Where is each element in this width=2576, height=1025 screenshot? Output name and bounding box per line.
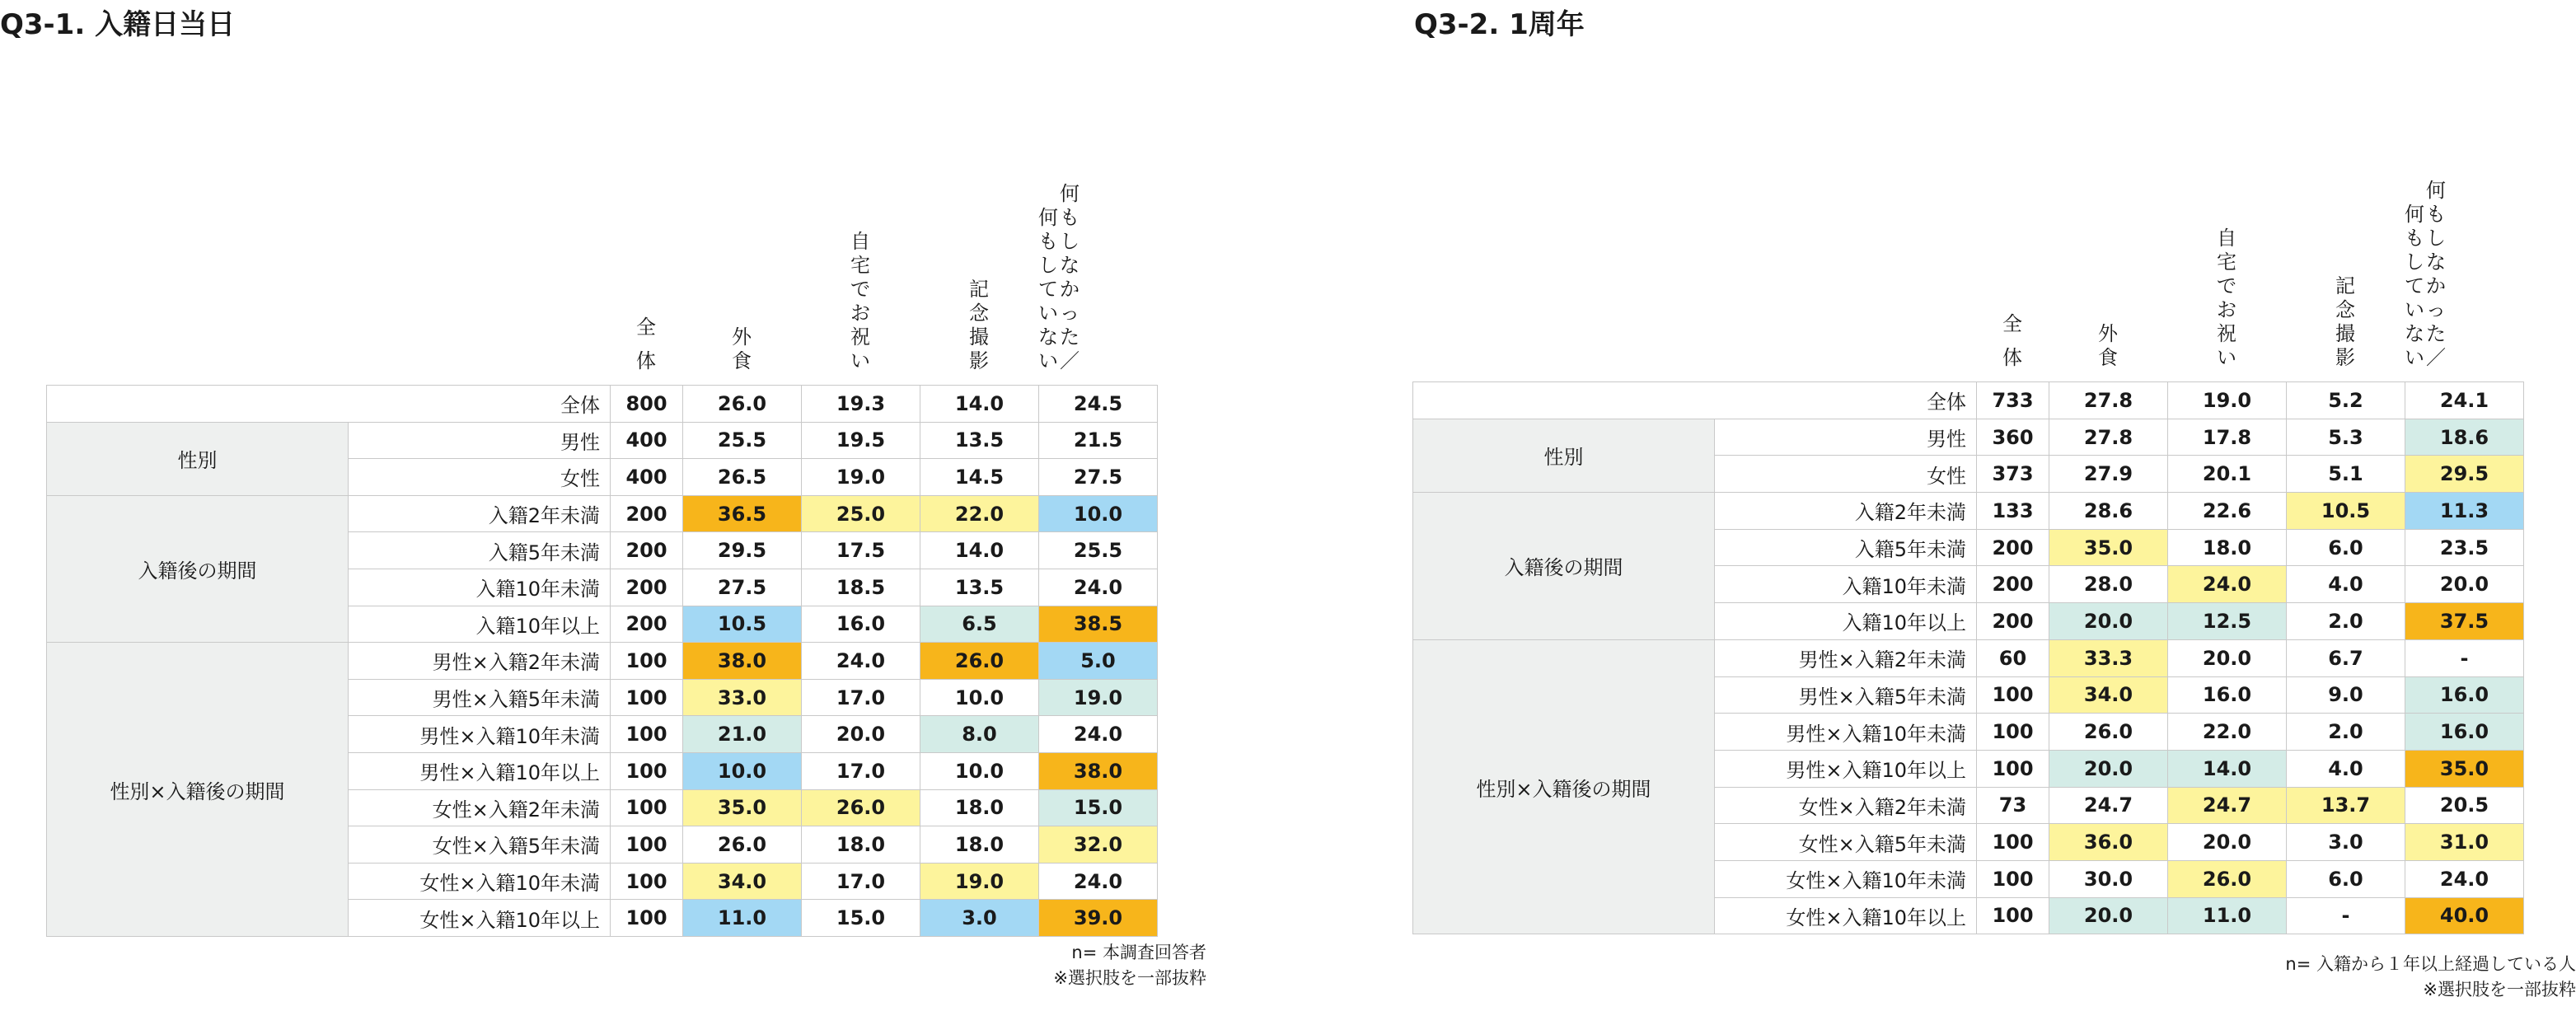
column-header-char: お xyxy=(850,302,870,325)
sample-size-cell: 60 xyxy=(1977,639,2049,676)
column-header xyxy=(1976,312,2049,370)
value-cell: 16.0 xyxy=(2405,676,2524,714)
value-cell: 17.0 xyxy=(802,863,920,900)
table-row xyxy=(47,495,1158,532)
column-header-char: て xyxy=(1038,278,1058,301)
sample-size-cell: 100 xyxy=(611,752,683,789)
value-cell: 18.5 xyxy=(802,569,920,606)
value-cell: - xyxy=(2405,639,2524,676)
sample-size-cell: 100 xyxy=(1977,714,2049,751)
column-header-char: 影 xyxy=(969,349,989,372)
column-header-char: い xyxy=(850,349,870,372)
sample-size-cell: 100 xyxy=(611,789,683,826)
value-cell: 19.0 xyxy=(802,459,920,496)
value-cell: 4.0 xyxy=(2287,750,2405,787)
value-cell: 31.0 xyxy=(2405,824,2524,861)
value-cell: 35.0 xyxy=(2049,529,2168,566)
column-header-char: 何 xyxy=(1038,206,1058,229)
column-header-char: し xyxy=(1038,254,1058,277)
row-label: 女性×入籍5年未満 xyxy=(1715,824,1977,861)
column-header xyxy=(2405,179,2523,370)
row-label: 女性×入籍5年未満 xyxy=(349,826,611,864)
sample-size-cell: 100 xyxy=(611,679,683,716)
value-cell: 38.5 xyxy=(1039,606,1158,643)
value-cell: 29.5 xyxy=(2405,456,2524,493)
value-cell: 24.1 xyxy=(2405,382,2524,419)
value-cell: 27.5 xyxy=(1039,459,1158,496)
value-cell: 28.6 xyxy=(2049,493,2168,530)
row-group-label: 入籍後の期間 xyxy=(1413,493,1715,640)
column-header-char: い xyxy=(2405,346,2424,369)
value-cell: 11.3 xyxy=(2405,493,2524,530)
column-header xyxy=(801,230,920,373)
row-label: 女性×入籍10年以上 xyxy=(349,900,611,937)
row-label: 男性×入籍10年未満 xyxy=(349,716,611,753)
sample-size-cell: 100 xyxy=(611,716,683,753)
column-header-char: 体 xyxy=(2002,346,2022,369)
column-header-char: っ xyxy=(2426,298,2446,321)
value-cell: 18.6 xyxy=(2405,419,2524,456)
row-label: 男性 xyxy=(1715,419,1977,456)
value-cell: 24.0 xyxy=(1039,569,1158,606)
column-header-line xyxy=(1038,206,1058,373)
table-row xyxy=(47,422,1158,459)
sample-size-cell: 200 xyxy=(611,495,683,532)
row-group-label: 性別×入籍後の期間 xyxy=(47,643,349,937)
value-cell: 10.0 xyxy=(1039,495,1158,532)
column-header-char: 記 xyxy=(2335,274,2355,297)
row-label: 男性 xyxy=(349,422,611,459)
value-cell: 34.0 xyxy=(2049,676,2168,714)
value-cell: 18.0 xyxy=(802,826,920,864)
column-header-char: な xyxy=(1038,325,1058,349)
value-cell: 35.0 xyxy=(2405,750,2524,787)
sample-size-cell: 100 xyxy=(1977,676,2049,714)
table-row xyxy=(1413,382,2524,419)
column-header-char: 体 xyxy=(636,349,656,372)
row-label: 全体 xyxy=(47,386,611,423)
value-cell: 6.5 xyxy=(920,606,1039,643)
column-header-char: て xyxy=(2405,274,2424,297)
column-header-char: ／ xyxy=(2426,346,2446,369)
value-cell: 20.0 xyxy=(2049,750,2168,787)
value-cell: 12.5 xyxy=(2168,603,2287,640)
value-cell: 20.0 xyxy=(2049,897,2168,934)
value-cell: 13.5 xyxy=(920,422,1039,459)
value-cell: 14.0 xyxy=(2168,750,2287,787)
row-label: 男性×入籍2年未満 xyxy=(1715,639,1977,676)
column-header-char: 何 xyxy=(2405,203,2424,226)
value-cell: 11.0 xyxy=(683,900,802,937)
column-header-char: 食 xyxy=(2098,346,2118,369)
sample-size-cell: 373 xyxy=(1977,456,2049,493)
column-header-char: か xyxy=(2426,274,2446,297)
value-cell: 39.0 xyxy=(1039,900,1158,937)
value-cell: 20.0 xyxy=(2049,603,2168,640)
value-cell: 15.0 xyxy=(802,900,920,937)
column-header-char: い xyxy=(1038,302,1058,325)
column-header-char: か xyxy=(1060,278,1080,301)
value-cell: 14.5 xyxy=(920,459,1039,496)
value-cell: 26.0 xyxy=(683,826,802,864)
column-header-char: 自 xyxy=(2217,227,2236,250)
row-label: 入籍10年以上 xyxy=(1715,603,1977,640)
panel-title-right: Q3-2. 1周年 xyxy=(1414,8,1585,41)
value-cell: 26.0 xyxy=(802,789,920,826)
value-cell: 22.0 xyxy=(920,495,1039,532)
value-cell: 3.0 xyxy=(920,900,1039,937)
column-header-char: た xyxy=(1060,325,1080,349)
value-cell: 14.0 xyxy=(920,532,1039,569)
value-cell: 6.7 xyxy=(2287,639,2405,676)
row-label: 女性×入籍2年未満 xyxy=(1715,787,1977,824)
value-cell: 19.5 xyxy=(802,422,920,459)
column-header-line xyxy=(2405,203,2424,370)
table-row xyxy=(47,643,1158,680)
row-label: 男性×入籍10年以上 xyxy=(349,752,611,789)
column-header-char: も xyxy=(1060,206,1080,229)
value-cell: 21.5 xyxy=(1039,422,1158,459)
sample-size-cell: 360 xyxy=(1977,419,2049,456)
row-group-label: 性別 xyxy=(1413,419,1715,492)
value-cell: 8.0 xyxy=(920,716,1039,753)
column-header-char: な xyxy=(1060,254,1080,277)
row-label: 入籍10年未満 xyxy=(1715,566,1977,603)
column-header-char: 記 xyxy=(969,278,989,301)
column-header-char: で xyxy=(850,278,870,301)
row-label: 入籍5年未満 xyxy=(1715,529,1977,566)
sample-size-cell: 200 xyxy=(1977,566,2049,603)
value-cell: 24.5 xyxy=(1039,386,1158,423)
value-cell: 9.0 xyxy=(2287,676,2405,714)
column-header-char: 撮 xyxy=(969,325,989,349)
row-label: 男性×入籍10年以上 xyxy=(1715,750,1977,787)
value-cell: 10.5 xyxy=(683,606,802,643)
value-cell: 27.9 xyxy=(2049,456,2168,493)
value-cell: 11.0 xyxy=(2168,897,2287,934)
value-cell: 6.0 xyxy=(2287,529,2405,566)
table-row xyxy=(47,386,1158,423)
row-label: 入籍2年未満 xyxy=(349,495,611,532)
column-header-char: 撮 xyxy=(2335,322,2355,345)
value-cell: 24.0 xyxy=(802,643,920,680)
column-header xyxy=(610,316,682,373)
value-cell: 13.7 xyxy=(2287,787,2405,824)
value-cell: 17.8 xyxy=(2168,419,2287,456)
column-header-char: 何 xyxy=(1060,182,1080,205)
value-cell: 20.0 xyxy=(2168,639,2287,676)
column-header-char: 全 xyxy=(636,316,656,339)
column-header-char: 影 xyxy=(2335,346,2355,369)
value-cell: 16.0 xyxy=(2405,714,2524,751)
value-cell: 20.5 xyxy=(2405,787,2524,824)
column-header-char: し xyxy=(2426,227,2446,250)
value-cell: 5.3 xyxy=(2287,419,2405,456)
row-group-label: 入籍後の期間 xyxy=(47,495,349,642)
row-label: 男性×入籍5年未満 xyxy=(1715,676,1977,714)
column-header-char: し xyxy=(1060,230,1080,253)
value-cell: 25.5 xyxy=(683,422,802,459)
value-cell: 30.0 xyxy=(2049,860,2168,897)
value-cell: 21.0 xyxy=(683,716,802,753)
sample-size-cell: 100 xyxy=(1977,897,2049,934)
value-cell: 22.0 xyxy=(2168,714,2287,751)
value-cell: 17.0 xyxy=(802,752,920,789)
value-cell: 26.0 xyxy=(683,386,802,423)
value-cell: 4.0 xyxy=(2287,566,2405,603)
sample-size-cell: 100 xyxy=(1977,824,2049,861)
footnote-line: ※選択肢を一部抜粋 xyxy=(2423,980,2576,999)
row-label: 入籍10年以上 xyxy=(349,606,611,643)
value-cell: 20.0 xyxy=(2405,566,2524,603)
value-cell: 10.0 xyxy=(920,752,1039,789)
sample-size-cell: 400 xyxy=(611,459,683,496)
column-header-char: し xyxy=(2405,250,2424,274)
crosstab-table-right xyxy=(1412,381,2524,934)
column-header-char: ／ xyxy=(1060,349,1080,372)
row-label: 男性×入籍2年未満 xyxy=(349,643,611,680)
sample-size-cell: 733 xyxy=(1977,382,2049,419)
value-cell: 22.6 xyxy=(2168,493,2287,530)
column-header-char: 念 xyxy=(969,302,989,325)
footnote-right xyxy=(2285,952,2576,1003)
value-cell: 3.0 xyxy=(2287,824,2405,861)
column-header-char: 念 xyxy=(2335,298,2355,321)
column-header-char: た xyxy=(2426,322,2446,345)
value-cell: 36.5 xyxy=(683,495,802,532)
row-label: 入籍5年未満 xyxy=(349,532,611,569)
value-cell: 20.1 xyxy=(2168,456,2287,493)
value-cell: 13.5 xyxy=(920,569,1039,606)
footnote-line: ※選択肢を一部抜粋 xyxy=(1053,968,1206,988)
value-cell: 24.7 xyxy=(2168,787,2287,824)
row-label: 入籍10年未満 xyxy=(349,569,611,606)
sample-size-cell: 100 xyxy=(611,863,683,900)
column-header xyxy=(920,278,1038,373)
value-cell: 5.1 xyxy=(2287,456,2405,493)
row-label: 男性×入籍5年未満 xyxy=(349,679,611,716)
value-cell: 6.0 xyxy=(2287,860,2405,897)
value-cell: 19.0 xyxy=(2168,382,2287,419)
value-cell: 27.8 xyxy=(2049,382,2168,419)
value-cell: 28.0 xyxy=(2049,566,2168,603)
value-cell: 16.0 xyxy=(802,606,920,643)
value-cell: 26.0 xyxy=(2168,860,2287,897)
value-cell: 15.0 xyxy=(1039,789,1158,826)
column-header-char: も xyxy=(2426,203,2446,226)
column-header-char: な xyxy=(2426,250,2446,274)
sample-size-cell: 400 xyxy=(611,422,683,459)
column-header-char: 食 xyxy=(732,349,752,372)
value-cell: 5.0 xyxy=(1039,643,1158,680)
sample-size-cell: 200 xyxy=(611,532,683,569)
table-row xyxy=(1413,419,2524,456)
value-cell: 25.0 xyxy=(802,495,920,532)
footnote-left xyxy=(1053,940,1206,991)
value-cell: 29.5 xyxy=(683,532,802,569)
sample-size-cell: 200 xyxy=(611,569,683,606)
sample-size-cell: 73 xyxy=(1977,787,2049,824)
column-header xyxy=(682,325,801,373)
column-header-char: な xyxy=(2405,322,2424,345)
value-cell: 24.0 xyxy=(1039,716,1158,753)
row-label: 女性×入籍10年以上 xyxy=(1715,897,1977,934)
column-header-char: 祝 xyxy=(850,325,870,349)
column-header xyxy=(2167,227,2286,370)
column-header-char: 外 xyxy=(2098,322,2118,345)
column-header-char: お xyxy=(2217,298,2236,321)
value-cell: 34.0 xyxy=(683,863,802,900)
column-header-char: も xyxy=(1038,230,1058,253)
value-cell: 2.0 xyxy=(2287,714,2405,751)
column-header-char: 宅 xyxy=(850,254,870,277)
column-header-line xyxy=(1060,182,1080,373)
column-header-line xyxy=(2426,179,2446,370)
column-header-char: い xyxy=(2405,298,2424,321)
column-header-char: 宅 xyxy=(2217,250,2236,274)
sample-size-cell: 200 xyxy=(611,606,683,643)
column-header-char: 全 xyxy=(2002,312,2022,335)
value-cell: 24.7 xyxy=(2049,787,2168,824)
value-cell: 23.5 xyxy=(2405,529,2524,566)
table-row xyxy=(1413,639,2524,676)
value-cell: 26.5 xyxy=(683,459,802,496)
crosstab-table-left xyxy=(46,385,1158,937)
row-label: 女性×入籍10年未満 xyxy=(1715,860,1977,897)
column-header xyxy=(2286,274,2405,370)
value-cell: 10.5 xyxy=(2287,493,2405,530)
column-header-char: い xyxy=(2217,346,2236,369)
value-cell: 38.0 xyxy=(683,643,802,680)
sample-size-cell: 133 xyxy=(1977,493,2049,530)
column-header-char: い xyxy=(1038,349,1058,372)
value-cell: 24.0 xyxy=(2168,566,2287,603)
value-cell: 33.0 xyxy=(683,679,802,716)
value-cell: 37.5 xyxy=(2405,603,2524,640)
column-header-char: 何 xyxy=(2426,179,2446,202)
value-cell: 26.0 xyxy=(2049,714,2168,751)
column-header-char: 外 xyxy=(732,325,752,349)
column-header-char: 自 xyxy=(850,230,870,253)
value-cell: 19.3 xyxy=(802,386,920,423)
value-cell: 17.0 xyxy=(802,679,920,716)
value-cell: 10.0 xyxy=(920,679,1039,716)
column-header-char: も xyxy=(2405,227,2424,250)
value-cell: 17.5 xyxy=(802,532,920,569)
value-cell: 2.0 xyxy=(2287,603,2405,640)
sample-size-cell: 800 xyxy=(611,386,683,423)
value-cell: 26.0 xyxy=(920,643,1039,680)
value-cell: 25.5 xyxy=(1039,532,1158,569)
value-cell: 5.2 xyxy=(2287,382,2405,419)
row-label: 女性×入籍10年未満 xyxy=(349,863,611,900)
footnote-line: n= 本調査回答者 xyxy=(1071,943,1206,962)
table-row xyxy=(1413,493,2524,530)
value-cell: 35.0 xyxy=(683,789,802,826)
sample-size-cell: 100 xyxy=(611,643,683,680)
sample-size-cell: 200 xyxy=(1977,603,2049,640)
row-group-label: 性別 xyxy=(47,422,349,495)
column-header-char: っ xyxy=(1060,302,1080,325)
value-cell: 16.0 xyxy=(2168,676,2287,714)
value-cell: 32.0 xyxy=(1039,826,1158,864)
row-label: 全体 xyxy=(1413,382,1977,419)
value-cell: - xyxy=(2287,897,2405,934)
value-cell: 38.0 xyxy=(1039,752,1158,789)
value-cell: 14.0 xyxy=(920,386,1039,423)
column-header-char: 祝 xyxy=(2217,322,2236,345)
value-cell: 33.3 xyxy=(2049,639,2168,676)
row-label: 入籍2年未満 xyxy=(1715,493,1977,530)
value-cell: 24.0 xyxy=(2405,860,2524,897)
column-header xyxy=(2049,322,2167,370)
value-cell: 20.0 xyxy=(802,716,920,753)
value-cell: 19.0 xyxy=(1039,679,1158,716)
row-group-label: 性別×入籍後の期間 xyxy=(1413,639,1715,934)
row-label: 女性×入籍2年未満 xyxy=(349,789,611,826)
sample-size-cell: 100 xyxy=(1977,750,2049,787)
value-cell: 20.0 xyxy=(2168,824,2287,861)
value-cell: 24.0 xyxy=(1039,863,1158,900)
panel-title-left: Q3-1. 入籍日当日 xyxy=(0,8,236,41)
row-label: 女性 xyxy=(1715,456,1977,493)
row-label: 男性×入籍10年未満 xyxy=(1715,714,1977,751)
value-cell: 40.0 xyxy=(2405,897,2524,934)
value-cell: 18.0 xyxy=(920,789,1039,826)
column-header-char: で xyxy=(2217,274,2236,297)
row-label: 女性 xyxy=(349,459,611,496)
value-cell: 27.5 xyxy=(683,569,802,606)
value-cell: 27.8 xyxy=(2049,419,2168,456)
sample-size-cell: 200 xyxy=(1977,529,2049,566)
value-cell: 18.0 xyxy=(920,826,1039,864)
sample-size-cell: 100 xyxy=(1977,860,2049,897)
footnote-line: n= 入籍から１年以上経過している人 xyxy=(2285,954,2576,974)
value-cell: 10.0 xyxy=(683,752,802,789)
value-cell: 36.0 xyxy=(2049,824,2168,861)
value-cell: 19.0 xyxy=(920,863,1039,900)
column-header xyxy=(1038,182,1157,373)
sample-size-cell: 100 xyxy=(611,900,683,937)
value-cell: 18.0 xyxy=(2168,529,2287,566)
sample-size-cell: 100 xyxy=(611,826,683,864)
